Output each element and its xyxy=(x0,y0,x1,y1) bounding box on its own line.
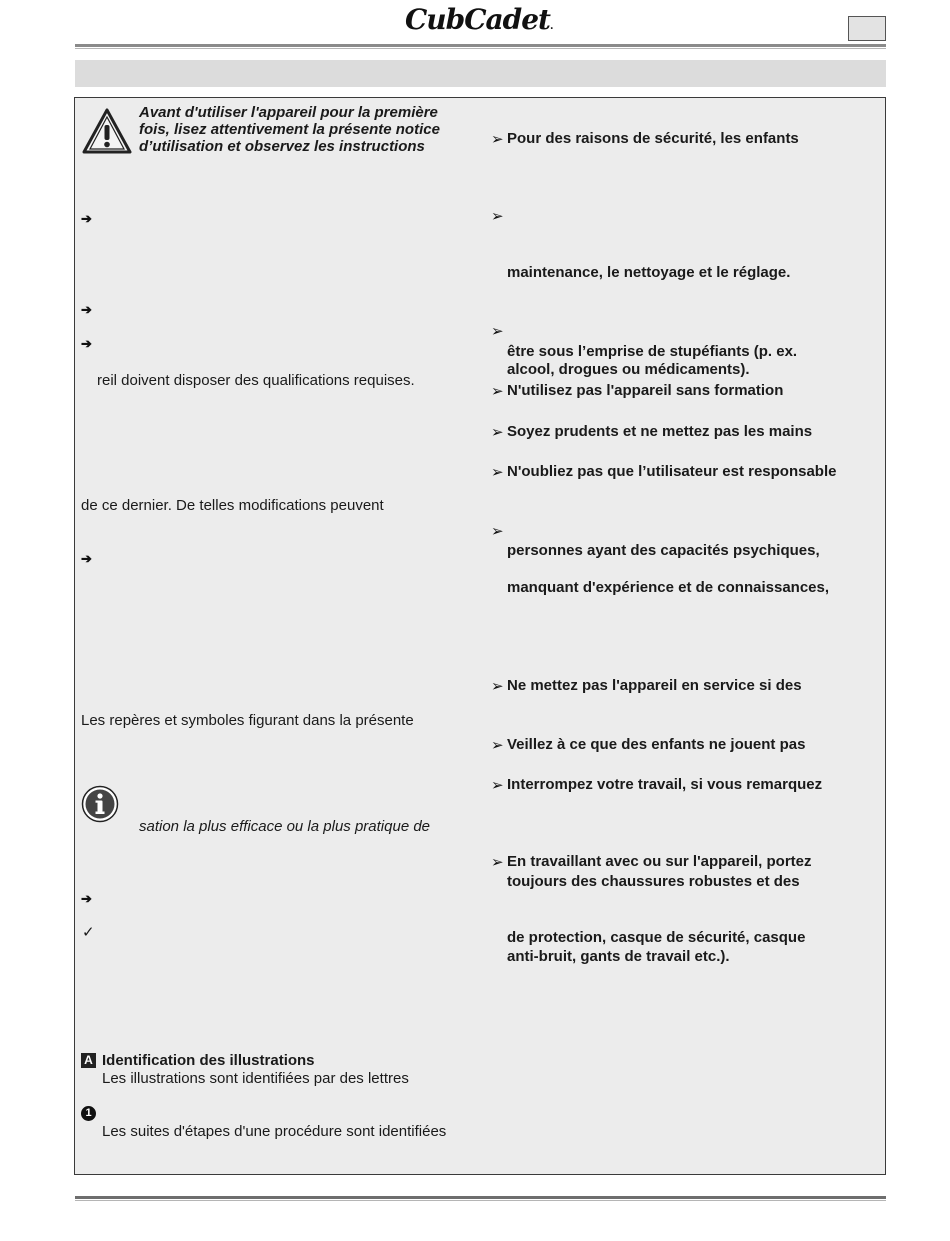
arrow-bullet-icon: ➔ xyxy=(81,336,92,351)
arrow-bullet-icon: ➔ xyxy=(81,891,92,906)
chevron-bullet-icon: ➢ xyxy=(491,523,504,540)
modification-text: de ce dernier. De telles modifications peuvent xyxy=(81,497,384,514)
check-icon: ✓ xyxy=(82,924,95,941)
working-text-line-1: En travaillant avec ou sur l'appareil, portez xyxy=(507,853,812,870)
qualification-text: reil doivent disposer des qualifications requises. xyxy=(97,372,415,389)
protection-text-line-2: anti-bruit, gants de travail etc.). xyxy=(507,948,730,965)
capacities-text: personnes ayant des capacités psychiques, xyxy=(507,542,820,559)
drugs-text-line-1: être sous l’emprise de stupéfiants (p. ex. xyxy=(507,343,798,360)
content-panel xyxy=(74,97,886,1175)
children-play-text: Veillez à ce que des enfants ne jouent pas xyxy=(507,736,806,753)
drugs-text-line-2: alcool, drogues ou médicaments). xyxy=(507,361,750,378)
steps-text: Les suites d'étapes d'une procédure sont identifiées xyxy=(102,1123,447,1140)
section-title-band xyxy=(75,60,886,87)
symbols-intro-text: Les repères et symboles figurant dans la présente xyxy=(81,712,414,729)
chevron-bullet-icon: ➢ xyxy=(491,323,504,340)
warning-text-line-2: fois, lisez attentivement la présente notice xyxy=(139,121,440,138)
arrow-bullet-icon: ➔ xyxy=(81,551,92,566)
info-text: sation la plus efficace ou la plus pratique de xyxy=(139,818,431,835)
warning-text-line-1: Avant d'utiliser l'appareil pour la première xyxy=(139,104,438,121)
service-text: Ne mettez pas l'appareil en service si des xyxy=(507,677,802,694)
header-rule xyxy=(75,44,886,47)
chevron-bullet-icon: ➢ xyxy=(491,777,504,794)
interrupt-text: Interrompez votre travail, si vous remarquez xyxy=(507,776,823,793)
footer-rule-thin xyxy=(75,1200,886,1201)
illustrations-title: Identification des illustrations xyxy=(102,1052,315,1069)
illustrations-text: Les illustrations sont identifiées par des lettres xyxy=(102,1070,409,1087)
arrow-bullet-icon: ➔ xyxy=(81,302,92,317)
chevron-bullet-icon: ➢ xyxy=(491,678,504,695)
illustration-letter-badge: A xyxy=(81,1053,96,1068)
protection-text-line-1: de protection, casque de sécurité, casque xyxy=(507,929,806,946)
experience-text: manquant d'expérience et de connaissances, xyxy=(507,579,830,596)
arrow-bullet-icon: ➔ xyxy=(81,211,92,226)
chevron-bullet-icon: ➢ xyxy=(491,424,504,441)
chevron-bullet-icon: ➢ xyxy=(491,383,504,400)
warning-text-line-3: d’utilisation et observez les instructions xyxy=(139,138,425,155)
info-icon xyxy=(81,785,119,823)
cub-cadet-logo: CubCadet. xyxy=(405,3,553,36)
step-number-badge: 1 xyxy=(81,1106,96,1121)
responsible-text: N'oubliez pas que l’utilisateur est responsable xyxy=(507,463,837,480)
training-text: N'utilisez pas l'appareil sans formation xyxy=(507,382,784,399)
maintenance-text: maintenance, le nettoyage et le réglage. xyxy=(507,264,791,281)
page-number-box xyxy=(848,16,886,41)
chevron-bullet-icon: ➢ xyxy=(491,131,504,148)
chevron-bullet-icon: ➢ xyxy=(491,737,504,754)
working-text-line-2: toujours des chaussures robustes et des xyxy=(507,873,800,890)
header-rule-thin xyxy=(75,48,886,49)
children-safety-text: Pour des raisons de sécurité, les enfants xyxy=(507,130,799,147)
chevron-bullet-icon: ➢ xyxy=(491,854,504,871)
chevron-bullet-icon: ➢ xyxy=(491,208,504,225)
footer-rule xyxy=(75,1196,886,1199)
hands-text: Soyez prudents et ne mettez pas les mains xyxy=(507,423,813,440)
chevron-bullet-icon: ➢ xyxy=(491,464,504,481)
warning-triangle-icon xyxy=(82,108,132,154)
